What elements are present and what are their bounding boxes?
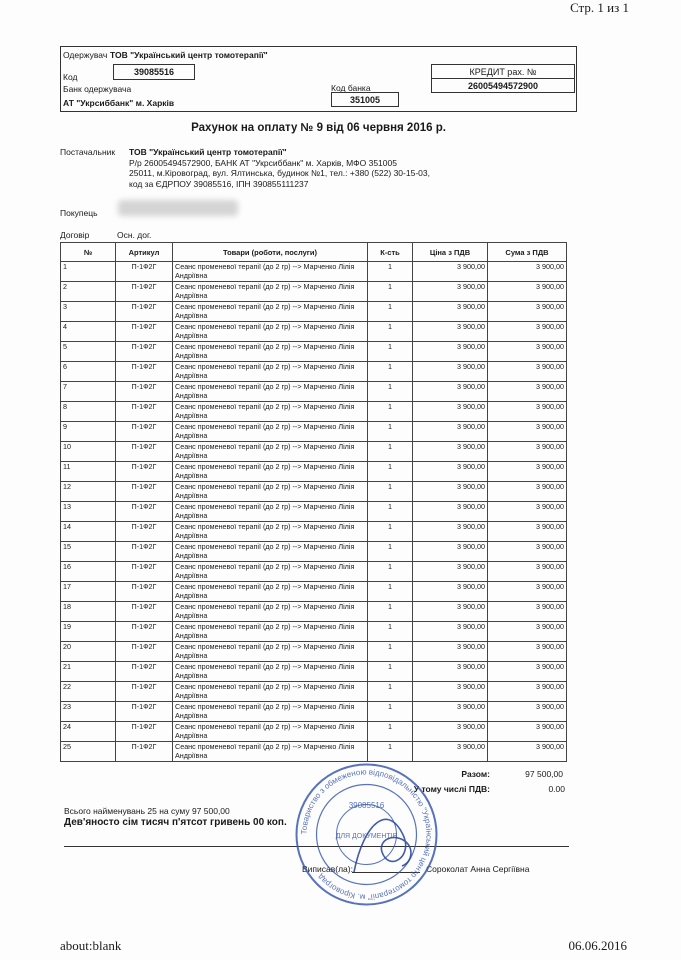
row-sum: 3 900,00 (488, 622, 567, 642)
row-description: Сеанс променевої терапії (до 2 гр) --> Марченко Лілія Андріївна (173, 482, 368, 502)
company-stamp (294, 762, 439, 907)
table-row (61, 302, 567, 322)
recipient-label: Одержувач (63, 50, 108, 60)
row-price: 3 900,00 (413, 362, 488, 382)
row-article: П-1Ф2Г (116, 402, 173, 422)
row-quantity: 1 (368, 542, 413, 562)
row-article: П-1Ф2Г (116, 622, 173, 642)
code-box: 39085516 (113, 64, 195, 80)
table-row (61, 542, 567, 562)
row-price: 3 900,00 (413, 322, 488, 342)
row-article: П-1Ф2Г (116, 502, 173, 522)
row-article: П-1Ф2Г (116, 582, 173, 602)
row-number: 17 (61, 582, 116, 602)
row-description: Сеанс променевої терапії (до 2 гр) --> Марченко Лілія Андріївна (173, 722, 368, 742)
row-price: 3 900,00 (413, 382, 488, 402)
row-price: 3 900,00 (413, 402, 488, 422)
row-price: 3 900,00 (413, 522, 488, 542)
row-description: Сеанс променевої терапії (до 2 гр) --> Марченко Лілія Андріївна (173, 642, 368, 662)
row-description: Сеанс променевої терапії (до 2 гр) --> Марченко Лілія Андріївна (173, 322, 368, 342)
contract-label: Договір (60, 230, 90, 240)
row-quantity: 1 (368, 342, 413, 362)
stamp-center-text: ДЛЯ ДОКУМЕНТІВ (335, 833, 398, 840)
row-quantity: 1 (368, 362, 413, 382)
vat-value: 0.00 (548, 784, 565, 794)
row-description: Сеанс променевої терапії (до 2 гр) --> Марченко Лілія Андріївна (173, 402, 368, 422)
row-description: Сеанс променевої терапії (до 2 гр) --> Марченко Лілія Андріївна (173, 622, 368, 642)
contract-block (60, 230, 152, 240)
recipient-name: ТОВ "Український центр томотерапії" (110, 50, 268, 60)
row-price: 3 900,00 (413, 282, 488, 302)
summary-count: Всього найменувань 25 на суму 97 500,00 (64, 806, 230, 816)
row-article: П-1Ф2Г (116, 722, 173, 742)
row-quantity: 1 (368, 402, 413, 422)
row-number: 18 (61, 602, 116, 622)
row-quantity: 1 (368, 422, 413, 442)
row-number: 8 (61, 402, 116, 422)
row-article: П-1Ф2Г (116, 482, 173, 502)
row-description: Сеанс променевої терапії (до 2 гр) --> Марченко Лілія Андріївна (173, 262, 368, 282)
buyer-redacted (118, 200, 238, 216)
row-article: П-1Ф2Г (116, 442, 173, 462)
code-label: Код (63, 72, 78, 82)
page-number: Стр. 1 из 1 (570, 0, 629, 15)
row-description: Сеанс променевої терапії (до 2 гр) --> Марченко Лілія Андріївна (173, 742, 368, 762)
table-row (61, 722, 567, 742)
row-article: П-1Ф2Г (116, 702, 173, 722)
row-sum: 3 900,00 (488, 662, 567, 682)
bank-details-box (60, 46, 577, 112)
row-article: П-1Ф2Г (116, 262, 173, 282)
row-price: 3 900,00 (413, 682, 488, 702)
table-row (61, 482, 567, 502)
row-sum: 3 900,00 (488, 482, 567, 502)
amount-in-words: Дев'яносто сім тисяч п'ятсот гривень 00 коп. (64, 817, 287, 828)
table-header-row (61, 243, 567, 262)
row-quantity: 1 (368, 562, 413, 582)
table-row (61, 582, 567, 602)
row-sum: 3 900,00 (488, 522, 567, 542)
row-quantity: 1 (368, 502, 413, 522)
bank-name: АТ "Укрсиббанк" м. Харків (63, 98, 175, 108)
bank-label: Банк одержувача (63, 84, 132, 94)
table-row (61, 282, 567, 302)
row-sum: 3 900,00 (488, 722, 567, 742)
row-description: Сеанс променевої терапії (до 2 гр) --> Марченко Лілія Андріївна (173, 342, 368, 362)
row-price: 3 900,00 (413, 462, 488, 482)
row-number: 22 (61, 682, 116, 702)
row-sum: 3 900,00 (488, 302, 567, 322)
row-price: 3 900,00 (413, 422, 488, 442)
row-quantity: 1 (368, 482, 413, 502)
row-price: 3 900,00 (413, 542, 488, 562)
row-article: П-1Ф2Г (116, 682, 173, 702)
row-article: П-1Ф2Г (116, 282, 173, 302)
supplier-line-3: код за ЄДРПОУ 39085516, ІПН 390855111237 (129, 178, 309, 189)
row-sum: 3 900,00 (488, 422, 567, 442)
row-article: П-1Ф2Г (116, 362, 173, 382)
table-row (61, 562, 567, 582)
row-article: П-1Ф2Г (116, 742, 173, 762)
row-article: П-1Ф2Г (116, 562, 173, 582)
row-article: П-1Ф2Г (116, 382, 173, 402)
row-quantity: 1 (368, 682, 413, 702)
row-price: 3 900,00 (413, 722, 488, 742)
stamp-outer-text: Товариство з обмеженою відповідальністю "Український центр томотерапії" м. Кіровоград (299, 767, 434, 902)
table-row (61, 262, 567, 282)
row-quantity: 1 (368, 582, 413, 602)
table-row (61, 522, 567, 542)
supplier-line-1: Р/р 26005494572900, БАНК АТ "Укрсиббанк" м. Харків, МФО 351005 (129, 157, 397, 168)
row-article: П-1Ф2Г (116, 542, 173, 562)
row-number: 3 (61, 302, 116, 322)
invoice-title: Рахунок на оплату № 9 від 06 червня 2016 р. (191, 122, 446, 134)
row-number: 20 (61, 642, 116, 662)
supplier-line-2: 25011, м.Кіровоград, вул. Ялтинська, будинок №1, тел.: +380 (522) 30-15-03, (129, 168, 430, 178)
row-price: 3 900,00 (413, 262, 488, 282)
row-description: Сеанс променевої терапії (до 2 гр) --> Марченко Лілія Андріївна (173, 382, 368, 402)
header-price: Ціна з ПДВ (413, 243, 488, 262)
row-description: Сеанс променевої терапії (до 2 гр) --> Марченко Лілія Андріївна (173, 282, 368, 302)
row-sum: 3 900,00 (488, 682, 567, 702)
row-quantity: 1 (368, 722, 413, 742)
row-price: 3 900,00 (413, 342, 488, 362)
row-sum: 3 900,00 (488, 442, 567, 462)
row-number: 24 (61, 722, 116, 742)
stamp-code: 39085516 (348, 801, 385, 810)
row-sum: 3 900,00 (488, 262, 567, 282)
row-number: 16 (61, 562, 116, 582)
table-row (61, 742, 567, 762)
table-row (61, 682, 567, 702)
row-price: 3 900,00 (413, 562, 488, 582)
row-sum: 3 900,00 (488, 542, 567, 562)
row-price: 3 900,00 (413, 662, 488, 682)
row-article: П-1Ф2Г (116, 662, 173, 682)
row-description: Сеанс променевої терапії (до 2 гр) --> Марченко Лілія Андріївна (173, 462, 368, 482)
signer-name: Сороколат Анна Сергіївна (426, 864, 530, 874)
row-quantity: 1 (368, 382, 413, 402)
row-number: 21 (61, 662, 116, 682)
row-quantity: 1 (368, 622, 413, 642)
header-quantity: К-сть (368, 243, 413, 262)
row-description: Сеанс променевої терапії (до 2 гр) --> Марченко Лілія Андріївна (173, 522, 368, 542)
vat-label: У тому числі ПДВ: (413, 784, 490, 794)
row-description: Сеанс променевої терапії (до 2 гр) --> Марченко Лілія Андріївна (173, 702, 368, 722)
row-price: 3 900,00 (413, 622, 488, 642)
row-number: 10 (61, 442, 116, 462)
row-sum: 3 900,00 (488, 562, 567, 582)
row-number: 2 (61, 282, 116, 302)
row-quantity: 1 (368, 742, 413, 762)
row-quantity: 1 (368, 522, 413, 542)
header-goods: Товари (роботи, послуги) (173, 243, 368, 262)
table-row (61, 422, 567, 442)
row-description: Сеанс променевої терапії (до 2 гр) --> Марченко Лілія Андріївна (173, 602, 368, 622)
row-number: 1 (61, 262, 116, 282)
row-article: П-1Ф2Г (116, 322, 173, 342)
row-article: П-1Ф2Г (116, 602, 173, 622)
row-description: Сеанс променевої терапії (до 2 гр) --> Марченко Лілія Андріївна (173, 542, 368, 562)
row-price: 3 900,00 (413, 442, 488, 462)
row-quantity: 1 (368, 602, 413, 622)
signed-by-label: Виписав(ла): (302, 864, 353, 874)
row-quantity: 1 (368, 262, 413, 282)
row-number: 25 (61, 742, 116, 762)
table-row (61, 462, 567, 482)
row-description: Сеанс променевої терапії (до 2 гр) --> Марченко Лілія Андріївна (173, 662, 368, 682)
row-sum: 3 900,00 (488, 382, 567, 402)
table-row (61, 642, 567, 662)
row-price: 3 900,00 (413, 602, 488, 622)
supplier-name: ТОВ "Український центр томотерапії" (129, 147, 287, 157)
row-quantity: 1 (368, 702, 413, 722)
table-row (61, 622, 567, 642)
row-price: 3 900,00 (413, 582, 488, 602)
table-row (61, 502, 567, 522)
row-number: 9 (61, 422, 116, 442)
row-description: Сеанс променевої терапії (до 2 гр) --> Марченко Лілія Андріївна (173, 502, 368, 522)
row-sum: 3 900,00 (488, 742, 567, 762)
header-number: № (61, 243, 116, 262)
row-price: 3 900,00 (413, 642, 488, 662)
row-number: 11 (61, 462, 116, 482)
row-quantity: 1 (368, 462, 413, 482)
row-description: Сеанс променевої терапії (до 2 гр) --> Марченко Лілія Андріївна (173, 362, 368, 382)
row-price: 3 900,00 (413, 502, 488, 522)
total-label: Разом: (461, 769, 490, 779)
row-number: 23 (61, 702, 116, 722)
row-sum: 3 900,00 (488, 502, 567, 522)
table-row (61, 342, 567, 362)
row-description: Сеанс променевої терапії (до 2 гр) --> Марченко Лілія Андріївна (173, 582, 368, 602)
bank-code-box: 351005 (331, 92, 399, 107)
row-number: 4 (61, 322, 116, 342)
table-row (61, 362, 567, 382)
row-quantity: 1 (368, 642, 413, 662)
row-article: П-1Ф2Г (116, 342, 173, 362)
row-sum: 3 900,00 (488, 702, 567, 722)
row-number: 7 (61, 382, 116, 402)
table-row (61, 702, 567, 722)
row-sum: 3 900,00 (488, 282, 567, 302)
row-number: 6 (61, 362, 116, 382)
row-sum: 3 900,00 (488, 642, 567, 662)
row-sum: 3 900,00 (488, 462, 567, 482)
row-description: Сеанс променевої терапії (до 2 гр) --> Марченко Лілія Андріївна (173, 682, 368, 702)
row-price: 3 900,00 (413, 482, 488, 502)
table-row (61, 602, 567, 622)
row-quantity: 1 (368, 282, 413, 302)
row-article: П-1Ф2Г (116, 422, 173, 442)
row-number: 5 (61, 342, 116, 362)
row-price: 3 900,00 (413, 302, 488, 322)
row-article: П-1Ф2Г (116, 462, 173, 482)
supplier-label: Постачальник (60, 147, 116, 157)
row-sum: 3 900,00 (488, 582, 567, 602)
row-sum: 3 900,00 (488, 602, 567, 622)
table-row (61, 402, 567, 422)
bank-code-label: Код банка (331, 83, 371, 93)
row-sum: 3 900,00 (488, 402, 567, 422)
row-number: 19 (61, 622, 116, 642)
row-article: П-1Ф2Г (116, 522, 173, 542)
footer-date: 06.06.2016 (568, 938, 627, 953)
header-article: Артикул (116, 243, 173, 262)
row-sum: 3 900,00 (488, 322, 567, 342)
row-price: 3 900,00 (413, 742, 488, 762)
row-number: 15 (61, 542, 116, 562)
row-number: 14 (61, 522, 116, 542)
buyer-label: Покупець (60, 208, 98, 218)
row-sum: 3 900,00 (488, 362, 567, 382)
row-number: 13 (61, 502, 116, 522)
row-sum: 3 900,00 (488, 342, 567, 362)
credit-label-box: КРЕДИТ рах. № (431, 64, 575, 79)
row-quantity: 1 (368, 442, 413, 462)
row-quantity: 1 (368, 302, 413, 322)
row-quantity: 1 (368, 662, 413, 682)
row-description: Сеанс променевої терапії (до 2 гр) --> Марченко Лілія Андріївна (173, 302, 368, 322)
header-sum: Сума з ПДВ (488, 243, 567, 262)
row-price: 3 900,00 (413, 702, 488, 722)
row-quantity: 1 (368, 322, 413, 342)
row-article: П-1Ф2Г (116, 302, 173, 322)
table-row (61, 662, 567, 682)
items-table (60, 242, 567, 762)
contract-value: Осн. дог. (117, 230, 152, 240)
row-description: Сеанс променевої терапії (до 2 гр) --> Марченко Лілія Андріївна (173, 442, 368, 462)
table-row (61, 442, 567, 462)
total-value: 97 500,00 (525, 769, 563, 779)
footer-url: about:blank (60, 938, 122, 953)
account-box: 26005494572900 (431, 78, 575, 93)
table-row (61, 382, 567, 402)
row-description: Сеанс променевої терапії (до 2 гр) --> Марченко Лілія Андріївна (173, 422, 368, 442)
row-number: 12 (61, 482, 116, 502)
row-article: П-1Ф2Г (116, 642, 173, 662)
row-description: Сеанс променевої терапії (до 2 гр) --> Марченко Лілія Андріївна (173, 562, 368, 582)
table-row (61, 322, 567, 342)
